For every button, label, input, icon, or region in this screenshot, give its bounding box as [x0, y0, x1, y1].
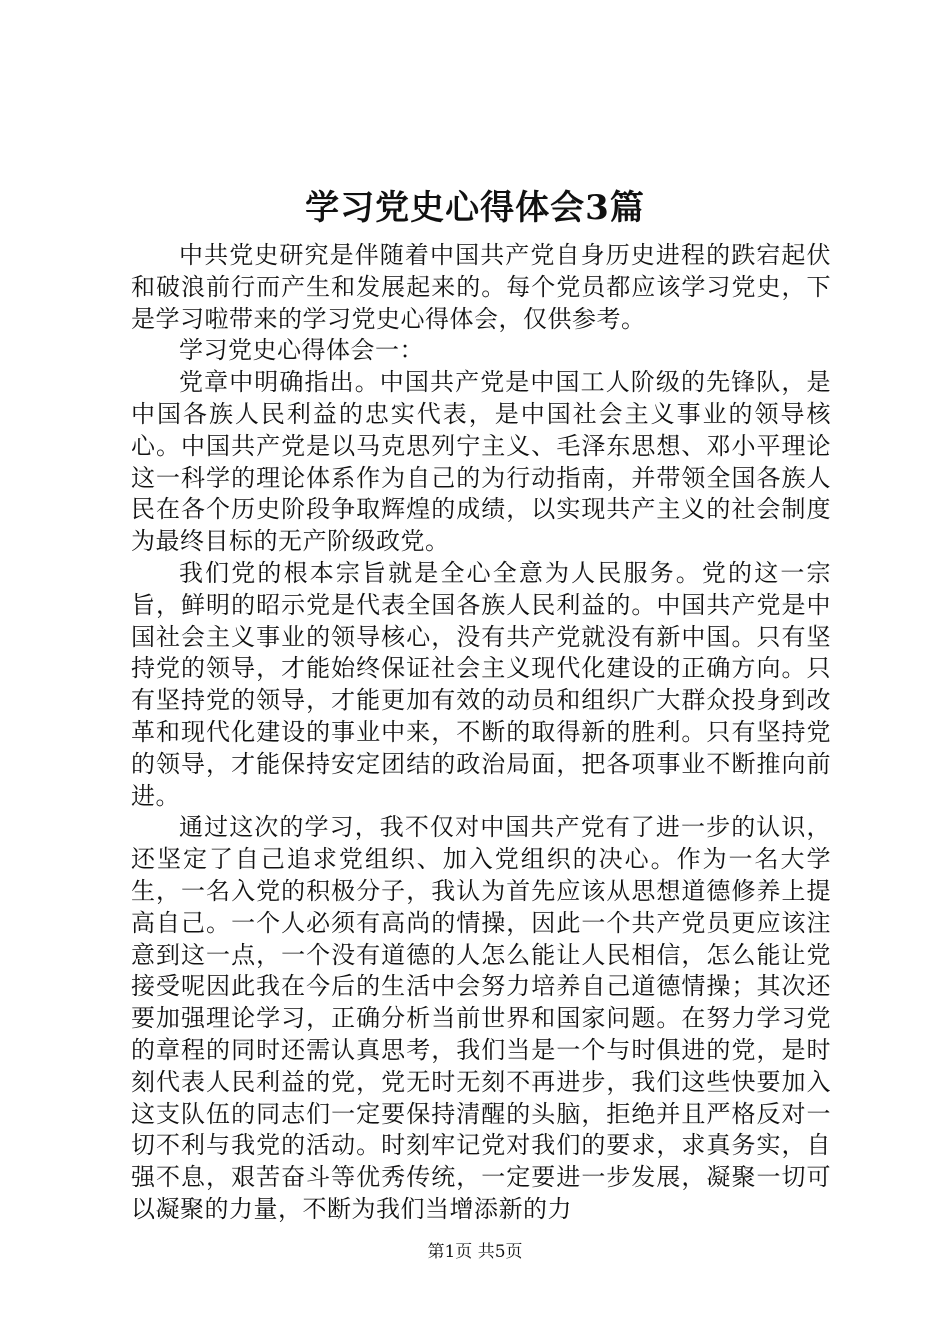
page-number-footer: 第1页 共5页	[427, 1242, 523, 1262]
paragraph-party-constitution: 党章中明确指出。中国共产党是中国工人阶级的先锋队，是中国各族人民利益的忠实代表，是中国社会主义事业的领导核心。中国共产党是以马克思列宁主义、毛泽东思想、邓小平理论这一科学的理论体系作为自己的为行动指南，并带领全国各族人民在各个历史阶段争取辉煌的成绩，以实现共产主义的社会制度为最终目标的无产阶级政党。	[131, 368, 831, 556]
section-heading-one: 学习党史心得体会一：	[179, 336, 424, 365]
paragraph-party-purpose: 我们党的根本宗旨就是全心全意为人民服务。党的这一宗旨，鲜明的昭示党是代表全国各族人民利益的。中国共产党是中国社会主义事业的领导核心，没有共产党就没有新中国。只有坚持党的领导，才能始终保证社会主义现代化建设的正确方向。只有坚持党的领导，才能更加有效的动员和组织广大群众投身到改革和现代化建设的事业中来，不断的取得新的胜利。只有坚持党的领导，才能保持安定团结的政治局面，把各项事业不断推向前进。	[131, 558, 831, 810]
document-body	[131, 240, 831, 1226]
paragraph-study-reflection: 通过这次的学习，我不仅对中国共产党有了进一步的认识，还坚定了自己追求党组织、加入党组织的决心。作为一名大学生，一名入党的积极分子，我认为首先应该从思想道德修养上提高自己。一个人必须有高尚的情操，因此一个共产党员更应该注意到这一点，一个没有道德的人怎么能让人民相信，怎么能让党接受呢因此我在今后的生活中会努力培养自己道德情操；其次还要加强理论学习，正确分析当前世界和国家问题。在努力学习党的章程的同时还需认真思考，我们当是一个与时俱进的党，是时刻代表人民利益的党，党无时无刻不再进步，我们这些快要加入这支队伍的同志们一定要保持清醒的头脑，拒绝并且严格反对一切不利与我党的活动。时刻牢记党对我们的要求，求真务实，自强不息，艰苦奋斗等优秀传统，一定要进一步发展，凝聚一切可以凝聚的力量，不断为我们当增添新的力	[131, 813, 831, 1223]
document-title: 学习党史心得体会3篇	[305, 188, 645, 228]
paragraph-intro: 中共党史研究是伴随着中国共产党自身历史进程的跌宕起伏和破浪前行而产生和发展起来的。每个党员都应该学习党史，下是学习啦带来的学习党史心得体会，仅供参考。	[131, 241, 831, 333]
